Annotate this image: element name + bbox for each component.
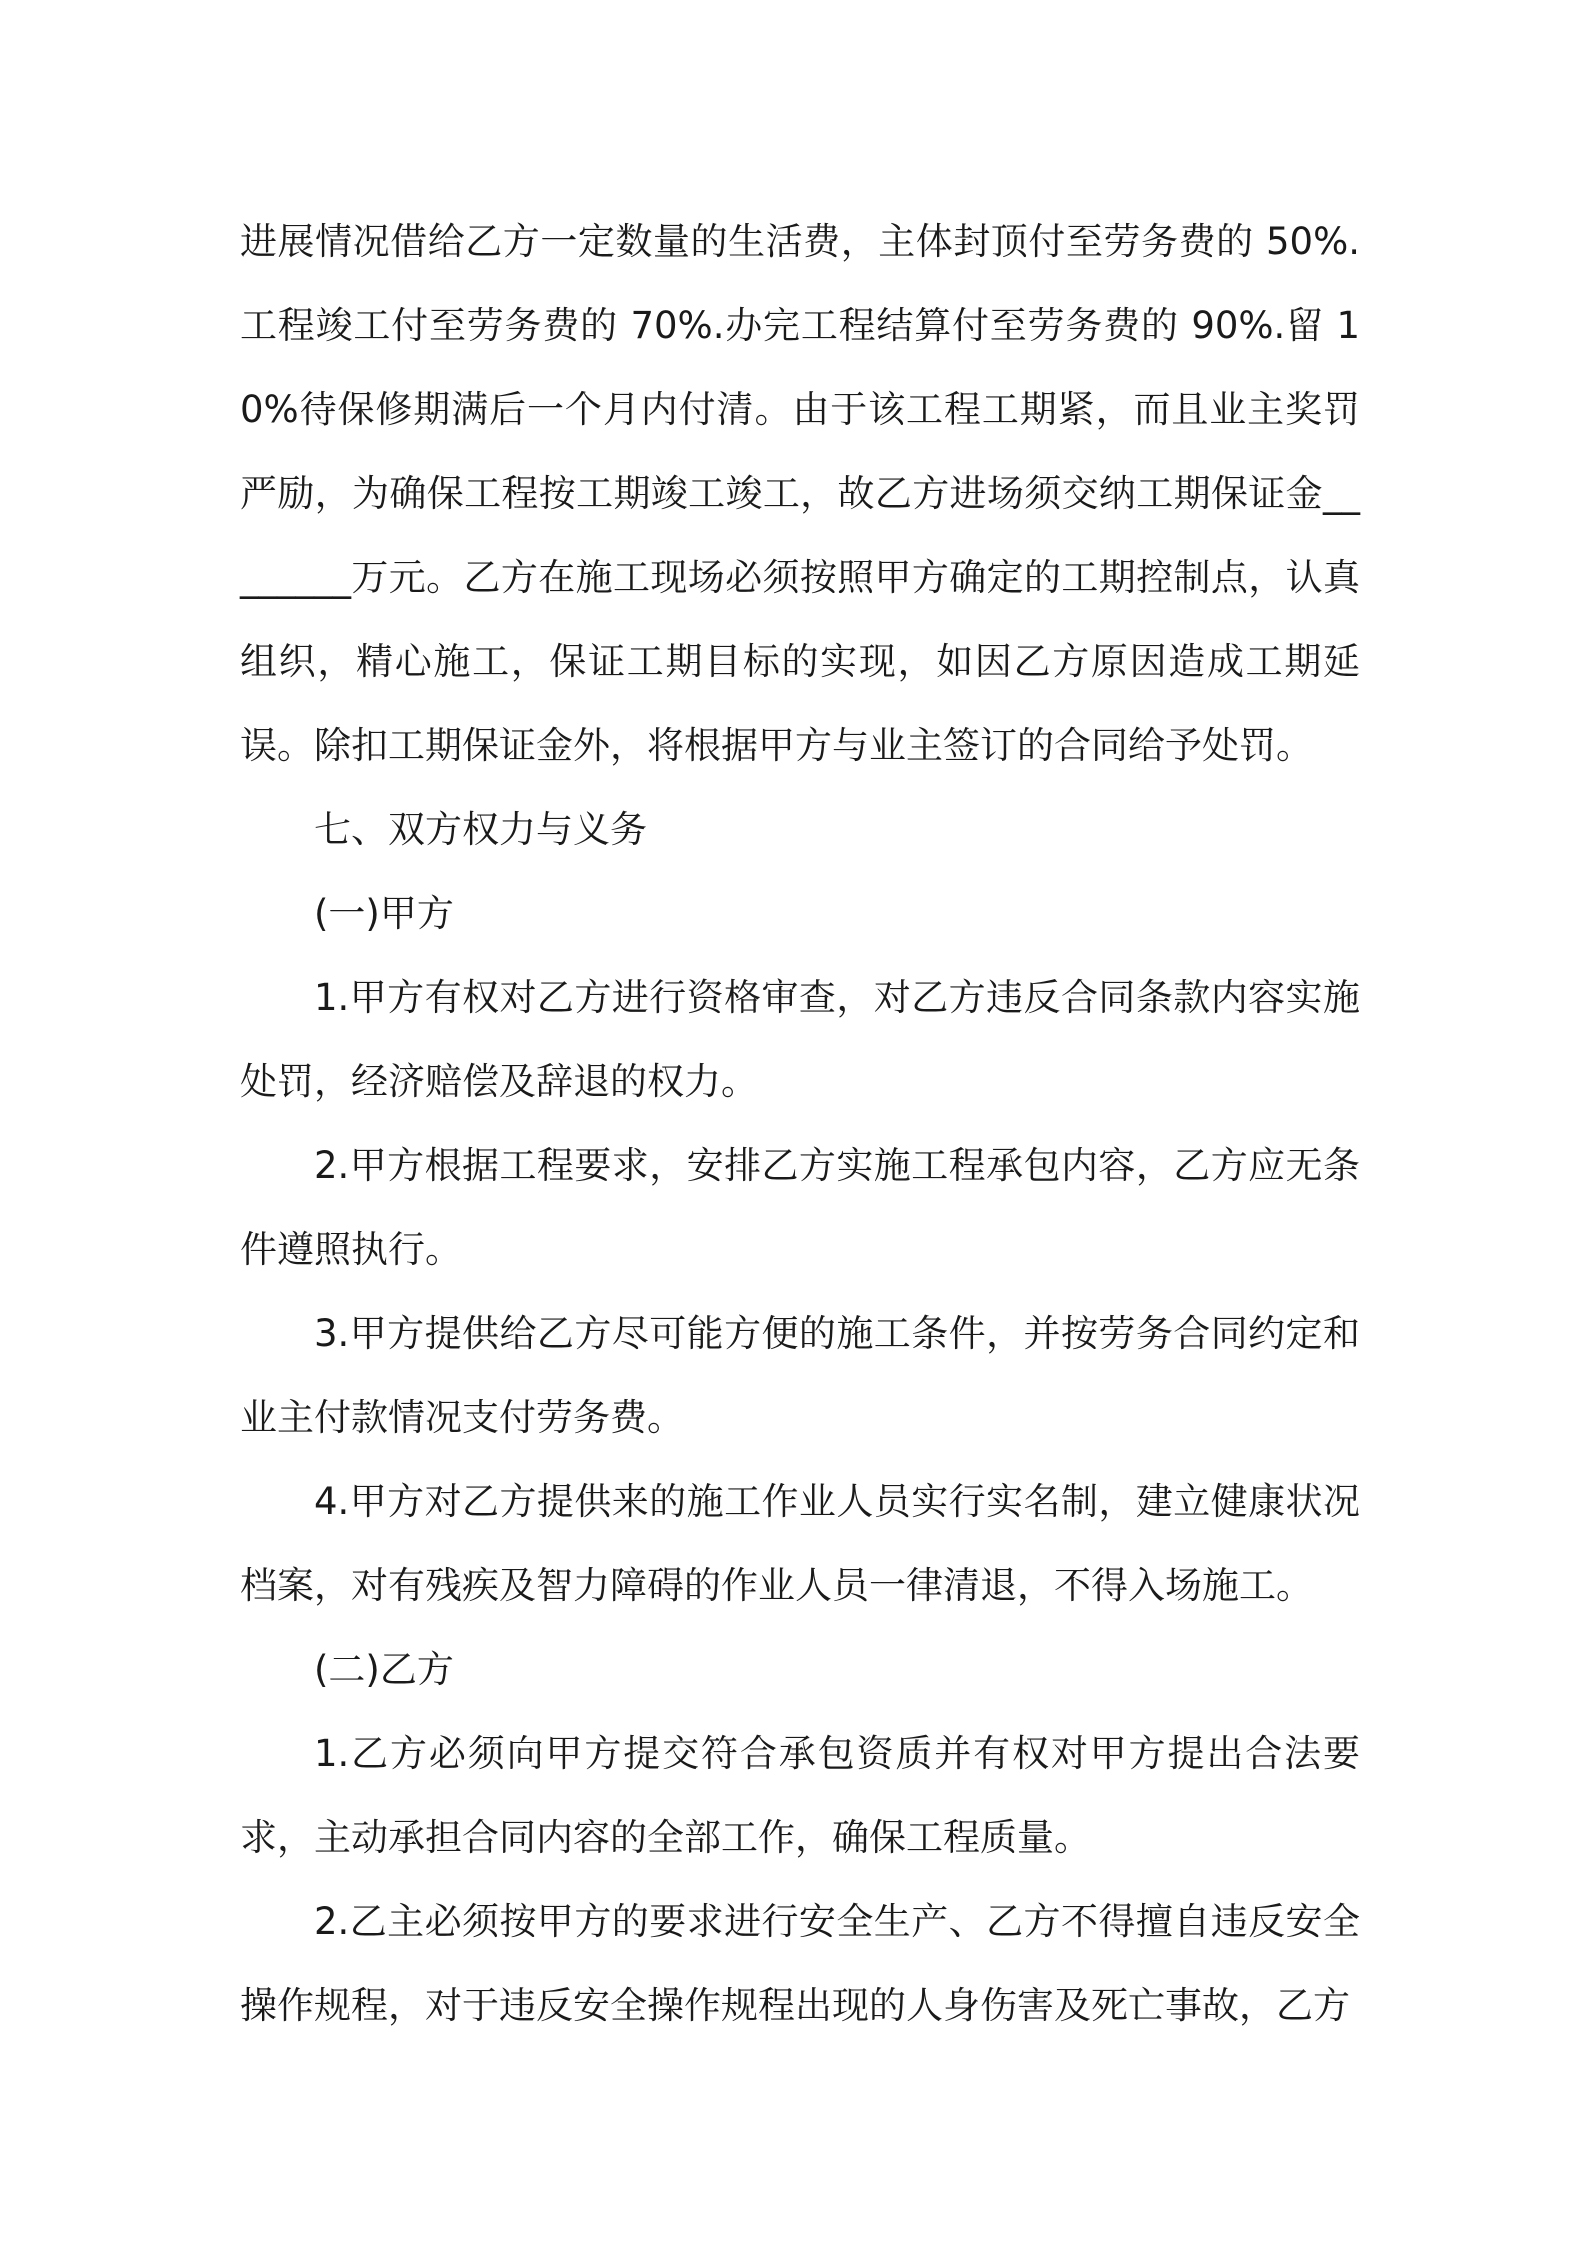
party-a-item-2: 2.甲方根据工程要求，安排乙方实施工程承包内容，乙方应无条件遵照执行。	[240, 1144, 1360, 1271]
party-a-item-3: 3.甲方提供给乙方尽可能方便的施工条件，并按劳务合同约定和业主付款情况支付劳务费。	[240, 1312, 1360, 1439]
party-b-item-2: 2.乙主必须按甲方的要求进行安全生产、乙方不得擅自违反安全操作规程，对于违反安全操作规程出现的人身伤害及死亡事故，乙方	[240, 1900, 1360, 2027]
party-b-item-1: 1.乙方必须向甲方提交符合承包资质并有权对甲方提出合法要求，主动承担合同内容的全部工作，确保工程质量。	[240, 1732, 1360, 1859]
section-heading-rights-obligations: 七、双方权力与义务	[314, 808, 647, 851]
party-a-item-1: 1.甲方有权对乙方进行资格审查，对乙方违反合同条款内容实施处罚，经济赔偿及辞退的权力。	[240, 976, 1360, 1103]
subheading-party-b: (二)乙方	[314, 1648, 454, 1691]
paragraph-payment-schedule: 进展情况借给乙方一定数量的生活费，主体封顶付至劳务费的 50%. 工程竣工付至劳务费的 70%.办完工程结算付至劳务费的 90%.留 10%待保修期满后一个月内付清。由于该工程工期紧，而且业主奖罚严励，为确保工程按工期竣工竣工，故乙方进场须交纳工期保证金________万元。乙方在施工现场必须按照甲方确定的工期控制点，认真组织，精心施工，保证工期目标的实现，如因乙方原因造成工期延误。除扣工期保证金外，将根据甲方与业主签订的合同给予处罚。	[240, 220, 1360, 767]
document-body	[240, 200, 1360, 2048]
subheading-party-a: (一)甲方	[314, 892, 454, 935]
party-a-item-4: 4.甲方对乙方提供来的施工作业人员实行实名制，建立健康状况档案，对有残疾及智力障碍的作业人员一律清退，不得入场施工。	[240, 1480, 1360, 1607]
